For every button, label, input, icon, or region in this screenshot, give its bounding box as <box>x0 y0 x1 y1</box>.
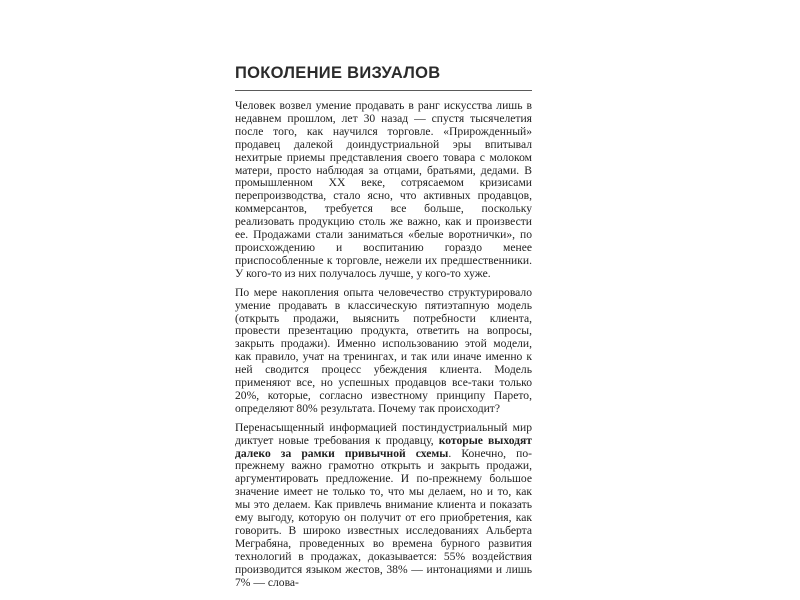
text-block <box>235 64 532 590</box>
paragraph-3 <box>235 422 532 590</box>
paragraph-3-tail: . Конечно, по-прежнему важно грамотно открыть и закрыть продажи, аргументировать предложение. И по-прежнему большое значение имеет не только то, что мы делаем, но и то, как мы это делаем. Как привлечь внимание клиента и показать ему выгоду, которую он получит от его приобретения, как говорить. В широко известных исследованиях Альберта Меграбяна, проведенных во времена бурного развития технологий в продажах, доказывается: 55% воздействия производится языком жестов, 38% — интонациями и лишь 7% — слова- <box>235 446 532 589</box>
body-text <box>235 100 532 590</box>
paragraph-2: По мере накопления опыта человечество структурировало умение продавать в классическую пятиэтапную модель (открыть продажи, выяснить потребности клиента, провести презентацию продукта, ответить на вопросы, закрыть продажи). Именно использованию этой модели, как правило, учат на тренингах, и так или иначе именно к ней сводится процесс убеждения клиента. Модель применяют все, но успешных продавцов все-таки только 20%, которые, согласно известному принципу Парето, определяют 80% результата. Почему так происходит? <box>235 285 532 415</box>
paragraph-3-bold-phrase: которые выходят далеко за рамки привычной схемы <box>235 433 532 460</box>
paragraph-1: Человек возвел умение продавать в ранг искусства лишь в недавнем прошлом, лет 30 назад — спустя тысячелетия после того, как научился торговле. «Прирожденный» продавец далекой доиндустриальной эры впитывал нехитрые приемы представления своего товара с молоком матери, просто наблюдая за отцами, братьями, дедами. В промышленном XX веке, сотрясаемом кризисами перепроизводства, стало ясно, что активных продавцов, коммерсантов, требуется все больше, поскольку реализовать продукцию столь же важно, как и произвести ее. Продажами стали заниматься «белые воротнички», по происхождению и воспитанию гораздо менее приспособленные к торговле, нежели их предшественники. У кого-то из них получалось лучше, у кого-то хуже. <box>235 99 532 280</box>
paragraph-3-lead: Перенасыщенный информацией постиндустриальный мир диктует новые требования к продавцу, <box>235 420 532 447</box>
heading-rule <box>235 90 532 91</box>
chapter-title: ПОКОЛЕНИЕ ВИЗУАЛОВ <box>235 64 441 82</box>
